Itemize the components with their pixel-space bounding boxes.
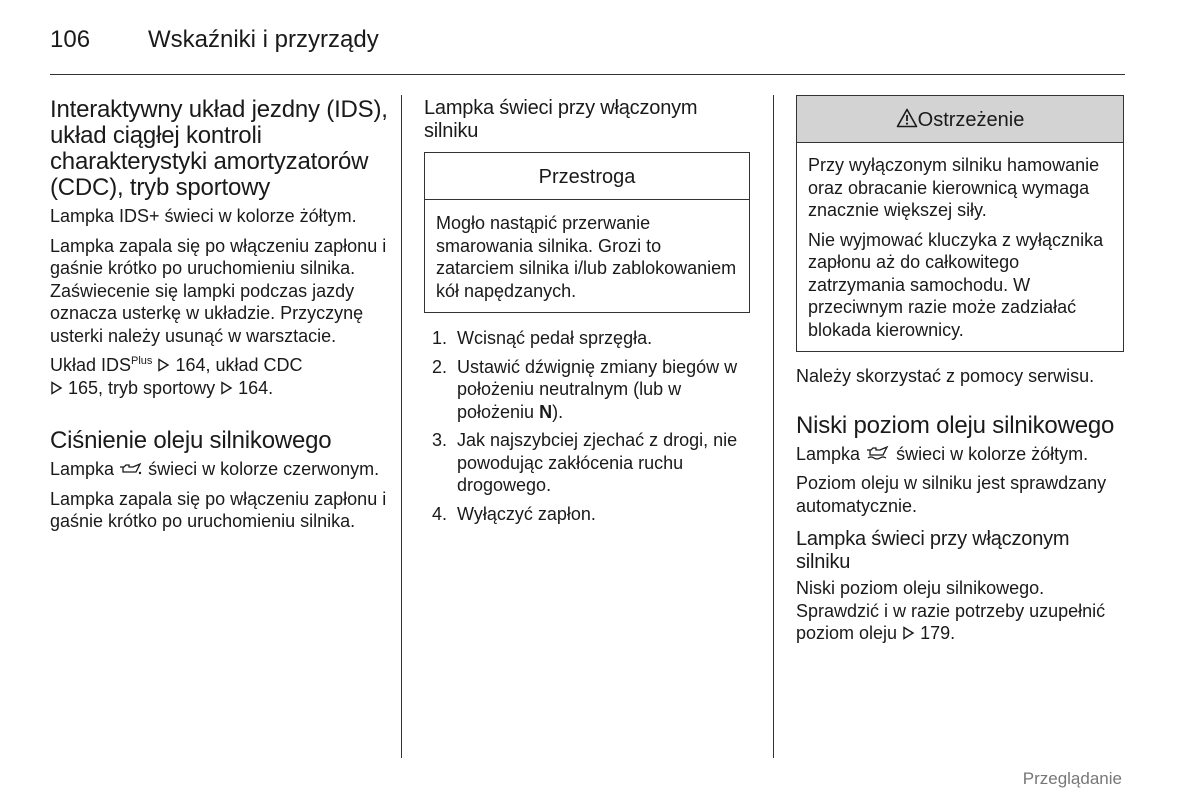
warning-body [797, 143, 1123, 351]
column-1 [50, 97, 390, 540]
superscript-plus: Plus [131, 355, 153, 367]
paragraph: Lampka zapala się po włączeniu zapłonu i gaśnie krótko po uruchomieniu silnika. [50, 488, 387, 531]
section-heading-low-oil: Niski poziom oleju silnikowego [796, 411, 1115, 439]
oil-level-icon [865, 445, 891, 461]
warning-title: Ostrzeżenie [917, 109, 1025, 131]
paragraph: Niski poziom oleju silnikowego. Sprawdzić i w razie potrzeby uzupełnić poziom oleju 179. [796, 578, 1106, 643]
header-divider [50, 74, 1125, 75]
list-item: 4. Wyłączyć zapłon. [432, 503, 596, 524]
page-reference-link[interactable]: 179. [920, 623, 956, 643]
page-reference-arrow-icon [220, 381, 233, 395]
column-3 [796, 95, 1128, 652]
page-reference-link[interactable]: 164. [238, 377, 274, 398]
page-number: 106 [50, 26, 91, 53]
oil-pressure-icon [119, 462, 143, 476]
paragraph: Poziom oleju w silniku jest sprawdzany automatycznie. [796, 473, 1107, 516]
warning-paragraph: Nie wyjmować kluczyka z wyłącznika zapłonu aż do całkowitego zatrzymania samochodu. W przeciwnym razie może zadziałać blokada kierownicy. [808, 229, 1104, 340]
paragraph: Lampka świeci w kolorze czerwonym. [50, 459, 380, 479]
section-heading-oil-pressure: Ciśnienie oleju silnikowego [50, 427, 332, 454]
section-heading-lamp-on-2: Lampka świeci przy włączonym silniku [796, 528, 1070, 573]
list-item: 1. Wcisnąć pedał sprzęgła. [432, 328, 653, 348]
gear-n-label: N [539, 401, 553, 422]
column-2 [424, 97, 752, 531]
warning-paragraph: Przy wyłączonym silniku hamowanie oraz obracanie kierownicą wymaga znacznie większej siły. [808, 155, 1100, 220]
page-header [50, 26, 1125, 56]
list-item: 3. Jak najszybciej zjechać z drogi, nie powodując zakłócenia ruchu drogowego. [432, 430, 738, 495]
paragraph: Lampka IDS+ świeci w kolorze żółtym. [50, 206, 357, 226]
warning-box [796, 95, 1124, 352]
page-reference-arrow-icon [902, 626, 915, 640]
page-reference-arrow-icon [157, 358, 170, 372]
page-reference-link[interactable]: 165, tryb sportowy [68, 377, 216, 398]
steps-list [432, 327, 752, 525]
paragraph: Lampka świeci w kolorze żółtym. [796, 443, 1089, 464]
warning-header [797, 96, 1123, 143]
page-title: Wskaźniki i przyrządy [148, 26, 379, 53]
caution-text: Mogło nastąpić przerwanie smarowania silnika. Grozi to zatarciem silnika i/lub zablokowaniem kół napędzanych. [436, 213, 737, 301]
caution-box [424, 152, 750, 313]
column-divider-1 [401, 95, 402, 758]
paragraph: Lampka zapala się po włączeniu zapłonu i gaśnie krótko po uruchomieniu silnika. Zaświecenie się lampki podczas jazdy oznacza usterkę w układzie. Przyczynę usterki należy usunąć w warsztacie. [50, 235, 387, 346]
section-heading-lamp-on: Lampka świeci przy włączonym silniku [424, 97, 698, 142]
cross-reference-paragraph: Układ $IDS^{Plus}$ 164, układ CDC 165, tryb sportowy 164. [50, 355, 303, 398]
page-reference-link[interactable]: 164, układ CDC [175, 355, 303, 375]
list-item: 2. Ustawić dźwignię zmiany biegów w położeniu neutralnym (lub w położeniu N). [432, 356, 738, 422]
paragraph: Należy skorzystać z pomocy serwisu. [796, 366, 1095, 386]
warning-triangle-icon [896, 108, 918, 128]
column-divider-2 [773, 95, 774, 758]
footer-link[interactable]: Przeglądanie [1022, 769, 1122, 788]
page-reference-arrow-icon [50, 381, 63, 395]
section-heading-ids: Interaktywny układ jezdny (IDS), układ ciągłej kontroli charakterystyki amortyzatorów (CDC), tryb sportowy [50, 96, 388, 201]
caution-title: Przestroga [425, 153, 749, 200]
